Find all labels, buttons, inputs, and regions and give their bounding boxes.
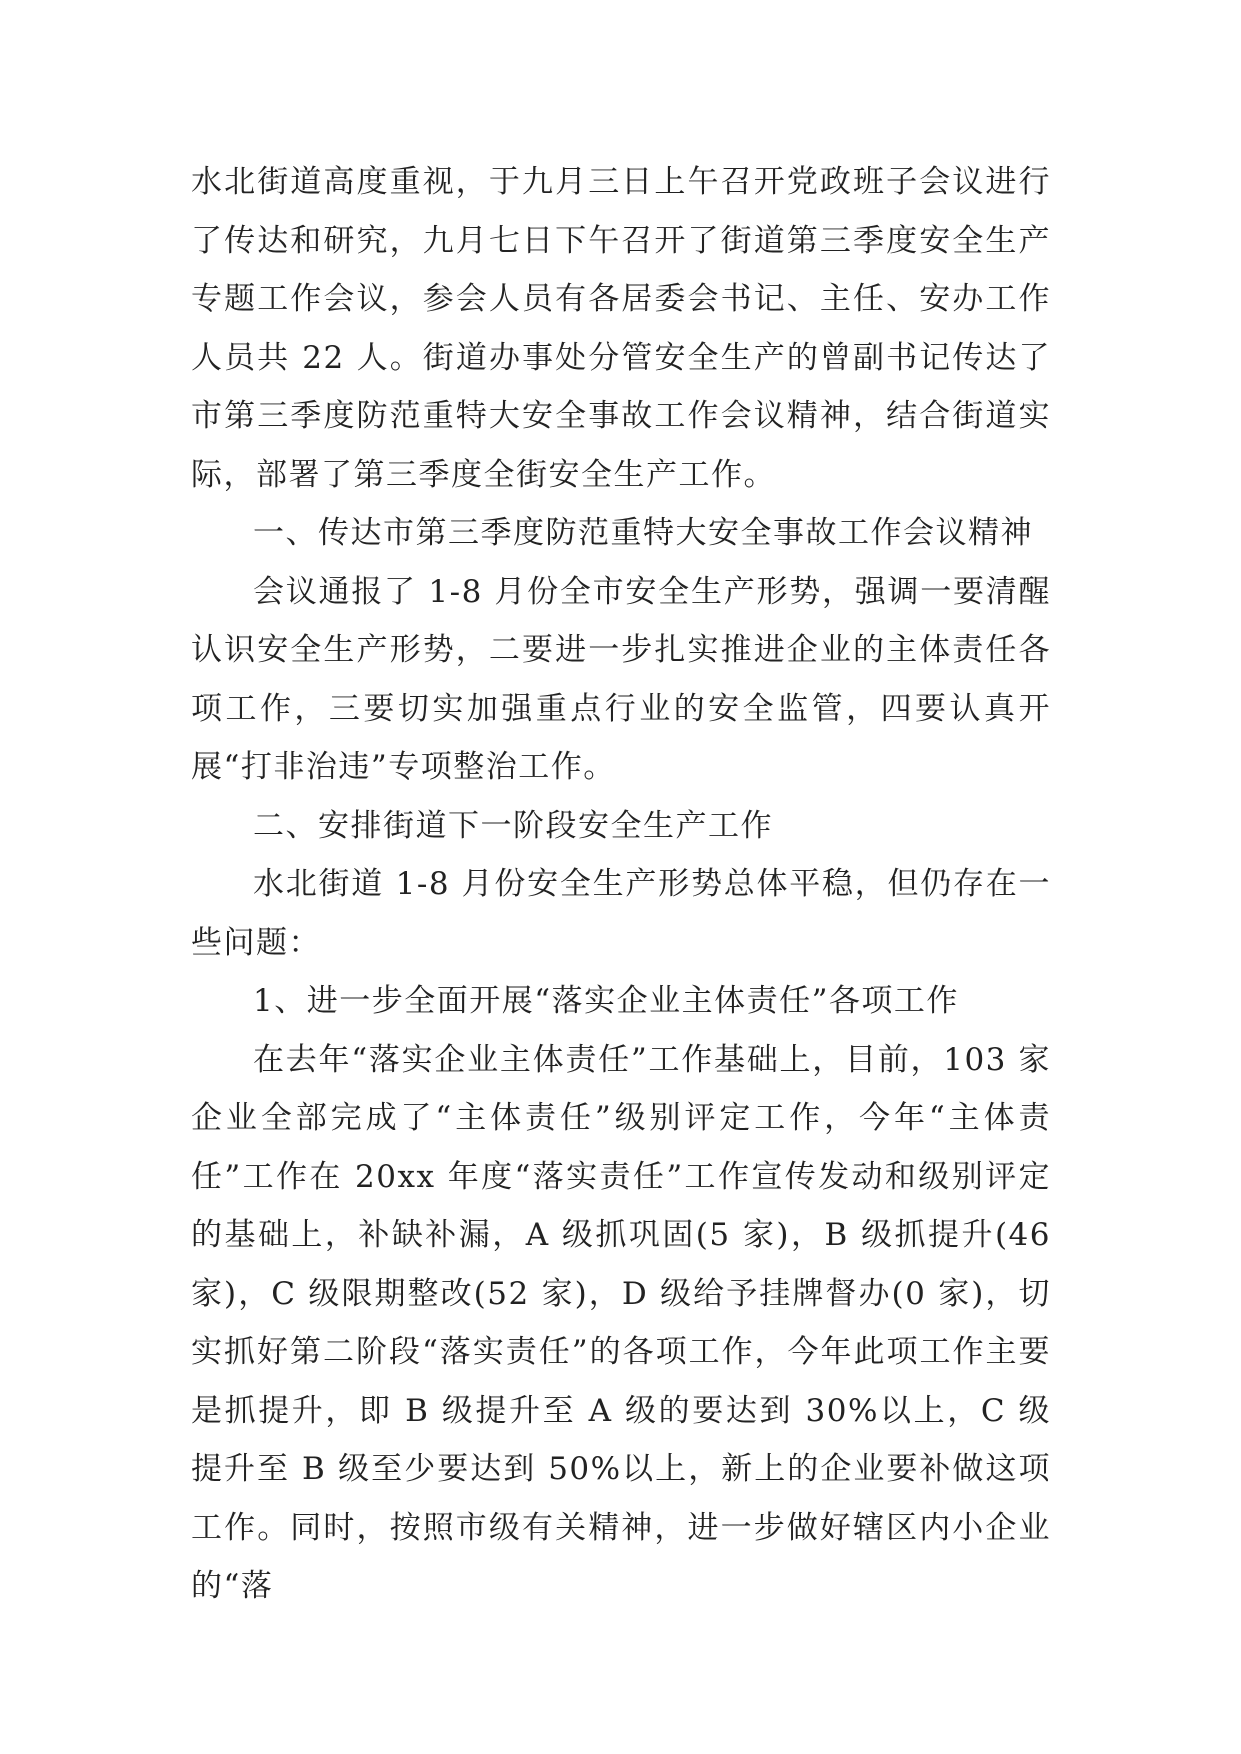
document-body: [191, 153, 1051, 1616]
paragraph-meeting-report: 会议通报了 1-8 月份全市安全生产形势，强调一要清醒认识安全生产形势，二要进一步扎实推进企业的主体责任各项工作，三要切实加强重点行业的安全监管，四要认真开展“打非治违”专项整治工作。: [191, 573, 1051, 785]
paragraph-intro: 水北街道高度重视，于九月三日上午召开党政班子会议进行了传达和研究，九月七日下午召开了街道第三季度安全生产专题工作会议，参会人员有各居委会书记、主任、安办工作人员共 22 人。街道办事处分管安全生产的曾副书记传达了市第三季度防范重特大安全事故工作会议精神，结合街道实际，部署了第三季度全街安全生产工作。: [191, 164, 1051, 493]
paragraph-responsibility: 在去年“落实企业主体责任”工作基础上，目前，103 家企业全部完成了“主体责任”级别评定工作，今年“主体责任”工作在 20xx 年度“落实责任”工作宣传发动和级别评定的基础上，补缺补漏，A 级抓巩固(5 家)，B 级抓提升(46 家)，C 级限期整改(52 家)，D 级给予挂牌督办(0 家)，切实抓好第二阶段“落实责任”的各项工作，今年此项工作主要是抓提升，即 B 级提升至 A 级的要达到 30%以上，C 级提升至 B 级至少要达到 50%以上，新上的企业要补做这项工作。同时，按照市级有关精神，进一步做好辖区内小企业的“落: [191, 1041, 1051, 1604]
paragraph-situation: 水北街道 1-8 月份安全生产形势总体平稳，但仍存在一些问题：: [191, 866, 1051, 961]
heading-item-1: 1、进一步全面开展“落实企业主体责任”各项工作: [253, 983, 959, 1019]
heading-section-1: 一、传达市第三季度防范重特大安全事故工作会议精神: [253, 515, 1033, 551]
heading-section-2: 二、安排街道下一阶段安全生产工作: [253, 807, 773, 844]
